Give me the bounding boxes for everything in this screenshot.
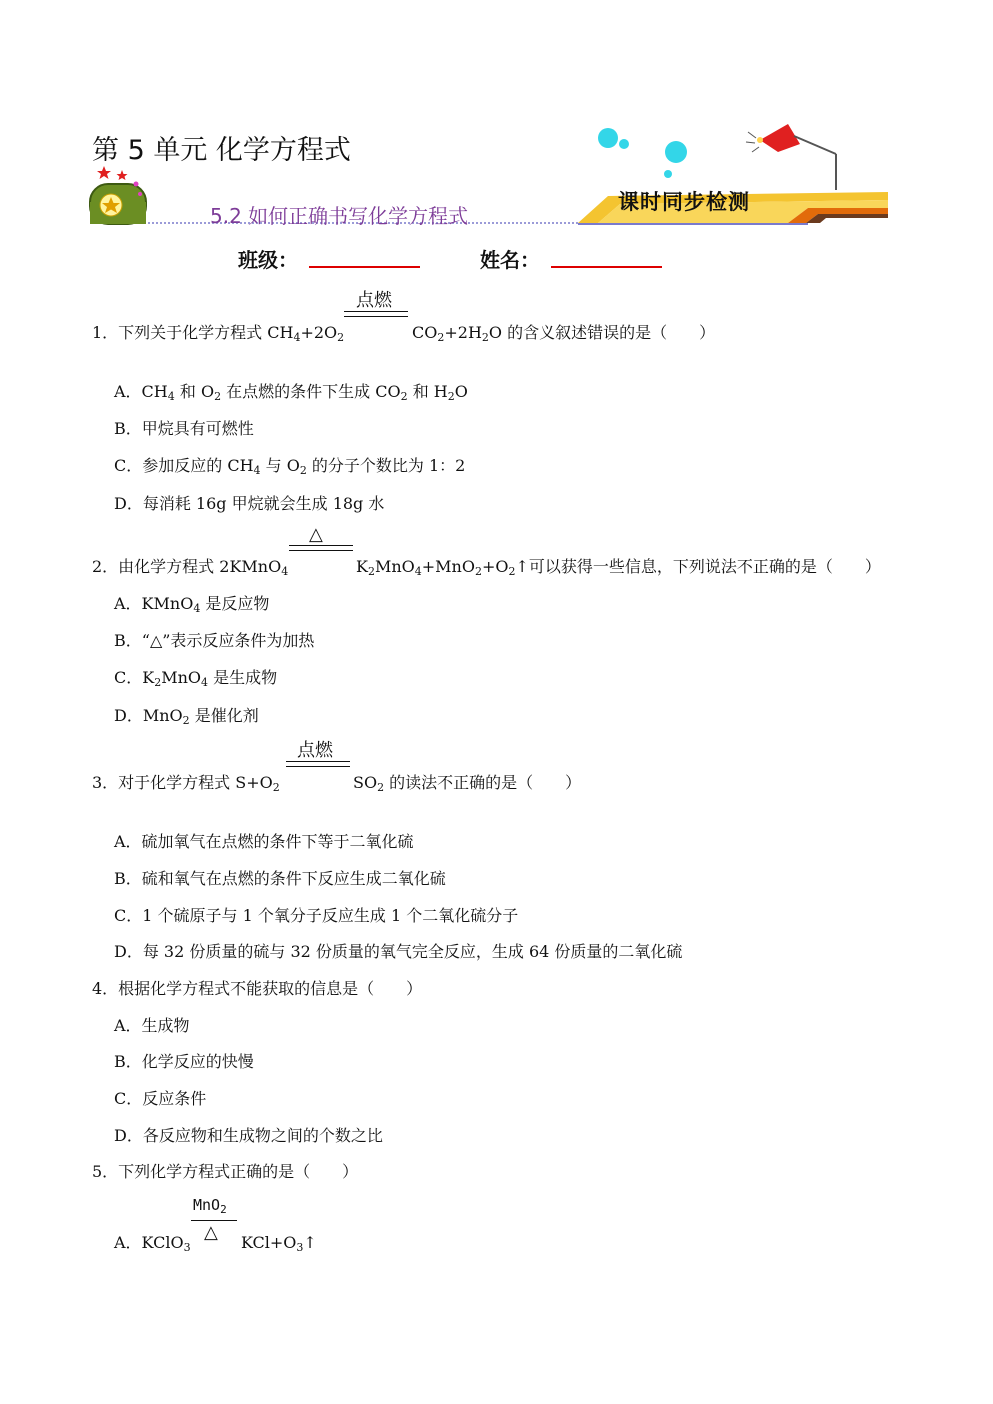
star-emblem-icon <box>90 166 146 224</box>
q1-equals-sign <box>344 311 408 317</box>
q1-condition: 点燃 <box>356 290 392 311</box>
class-label: 班级： <box>238 248 298 272</box>
q2-equals-sign <box>289 545 353 551</box>
q3-option-d[interactable]: D．每 32 份质量的硫与 32 份质量的氧气完全反应，生成 64 份质量的二氧化硫 <box>114 942 683 961</box>
q3-option-a[interactable]: A．硫加氧气在点燃的条件下等于二氧化硫 <box>114 832 414 851</box>
unit-title: 第 5 单元 化学方程式 <box>92 135 351 166</box>
q4-option-d[interactable]: D．各反应物和生成物之间的个数之比 <box>114 1126 383 1145</box>
q5-heat: △ <box>204 1222 218 1243</box>
q2-condition: △ <box>309 524 323 545</box>
question-1-left: 1．下列关于化学方程式 $CH_4+2O_2$ <box>92 323 345 344</box>
desk-lamp-icon <box>746 124 836 190</box>
question-2-right: $K_2MnO_4+MnO_2+O_2↑$可以获得一些信息，下列说法不正确的是（ ） <box>356 557 881 578</box>
q3-option-b[interactable]: B．硫和氧气在点燃的条件下反应生成二氧化硫 <box>114 869 446 888</box>
q2-option-c[interactable]: C．$K_2MnO_4$ 是生成物 <box>114 668 278 689</box>
q1-option-d[interactable]: D．每消耗 16g 甲烷就会生成 18g 水 <box>114 494 385 513</box>
name-field[interactable] <box>551 266 662 268</box>
q5-option-a-left[interactable]: A．KClO$_3$ <box>114 1233 191 1254</box>
q2-option-a[interactable]: A．KMnO$_4$ 是反应物 <box>114 594 270 615</box>
badge-text: 课时同步检测 <box>618 190 750 214</box>
q4-option-a[interactable]: A．生成物 <box>114 1016 190 1035</box>
q2-option-b[interactable]: B．“△”表示反应条件为加热 <box>114 631 315 650</box>
q3-condition: 点燃 <box>297 740 333 761</box>
question-2-left: 2．由化学方程式 2KMnO$_4$ <box>92 557 289 578</box>
question-3-right: $SO_2$ 的读法不正确的是（ ） <box>353 773 582 794</box>
q5-catalyst: MnO$_2$ <box>193 1196 227 1216</box>
q5-condition-line <box>191 1220 237 1221</box>
name-label: 姓名： <box>480 248 540 272</box>
q5-option-a-right: $KCl+O_3↑$ <box>241 1233 317 1254</box>
q3-equals-sign <box>286 761 350 767</box>
q4-option-b[interactable]: B．化学反应的快慢 <box>114 1052 254 1071</box>
q1-option-c[interactable]: C．参加反应的 $CH_4$ 与 $O_2$ 的分子个数比为 1：2 <box>114 456 466 477</box>
q2-option-d[interactable]: D．MnO$_2$ 是催化剂 <box>114 706 259 727</box>
q1-option-b[interactable]: B．甲烷具有可燃性 <box>114 419 254 438</box>
question-4: 4．根据化学方程式不能获取的信息是（ ） <box>92 979 423 998</box>
q3-option-c[interactable]: C．1 个硫原子与 1 个氧分子反应生成 1 个二氧化硫分子 <box>114 906 519 925</box>
question-3-left: 3．对于化学方程式 $S+O_2$ <box>92 773 280 794</box>
question-1-right: $CO_2+2H_2O$ 的含义叙述错误的是（ ） <box>412 323 716 344</box>
q4-option-c[interactable]: C．反应条件 <box>114 1089 207 1108</box>
question-5: 5．下列化学方程式正确的是（ ） <box>92 1162 359 1181</box>
q1-option-a[interactable]: A．$CH_4$ 和 $O_2$ 在点燃的条件下生成 $CO_2$ 和 $H_2O$ <box>114 382 468 403</box>
section-title: 5.2 如何正确书写化学方程式 <box>210 204 469 228</box>
class-field[interactable] <box>309 266 420 268</box>
bubbles-icon <box>598 128 687 178</box>
